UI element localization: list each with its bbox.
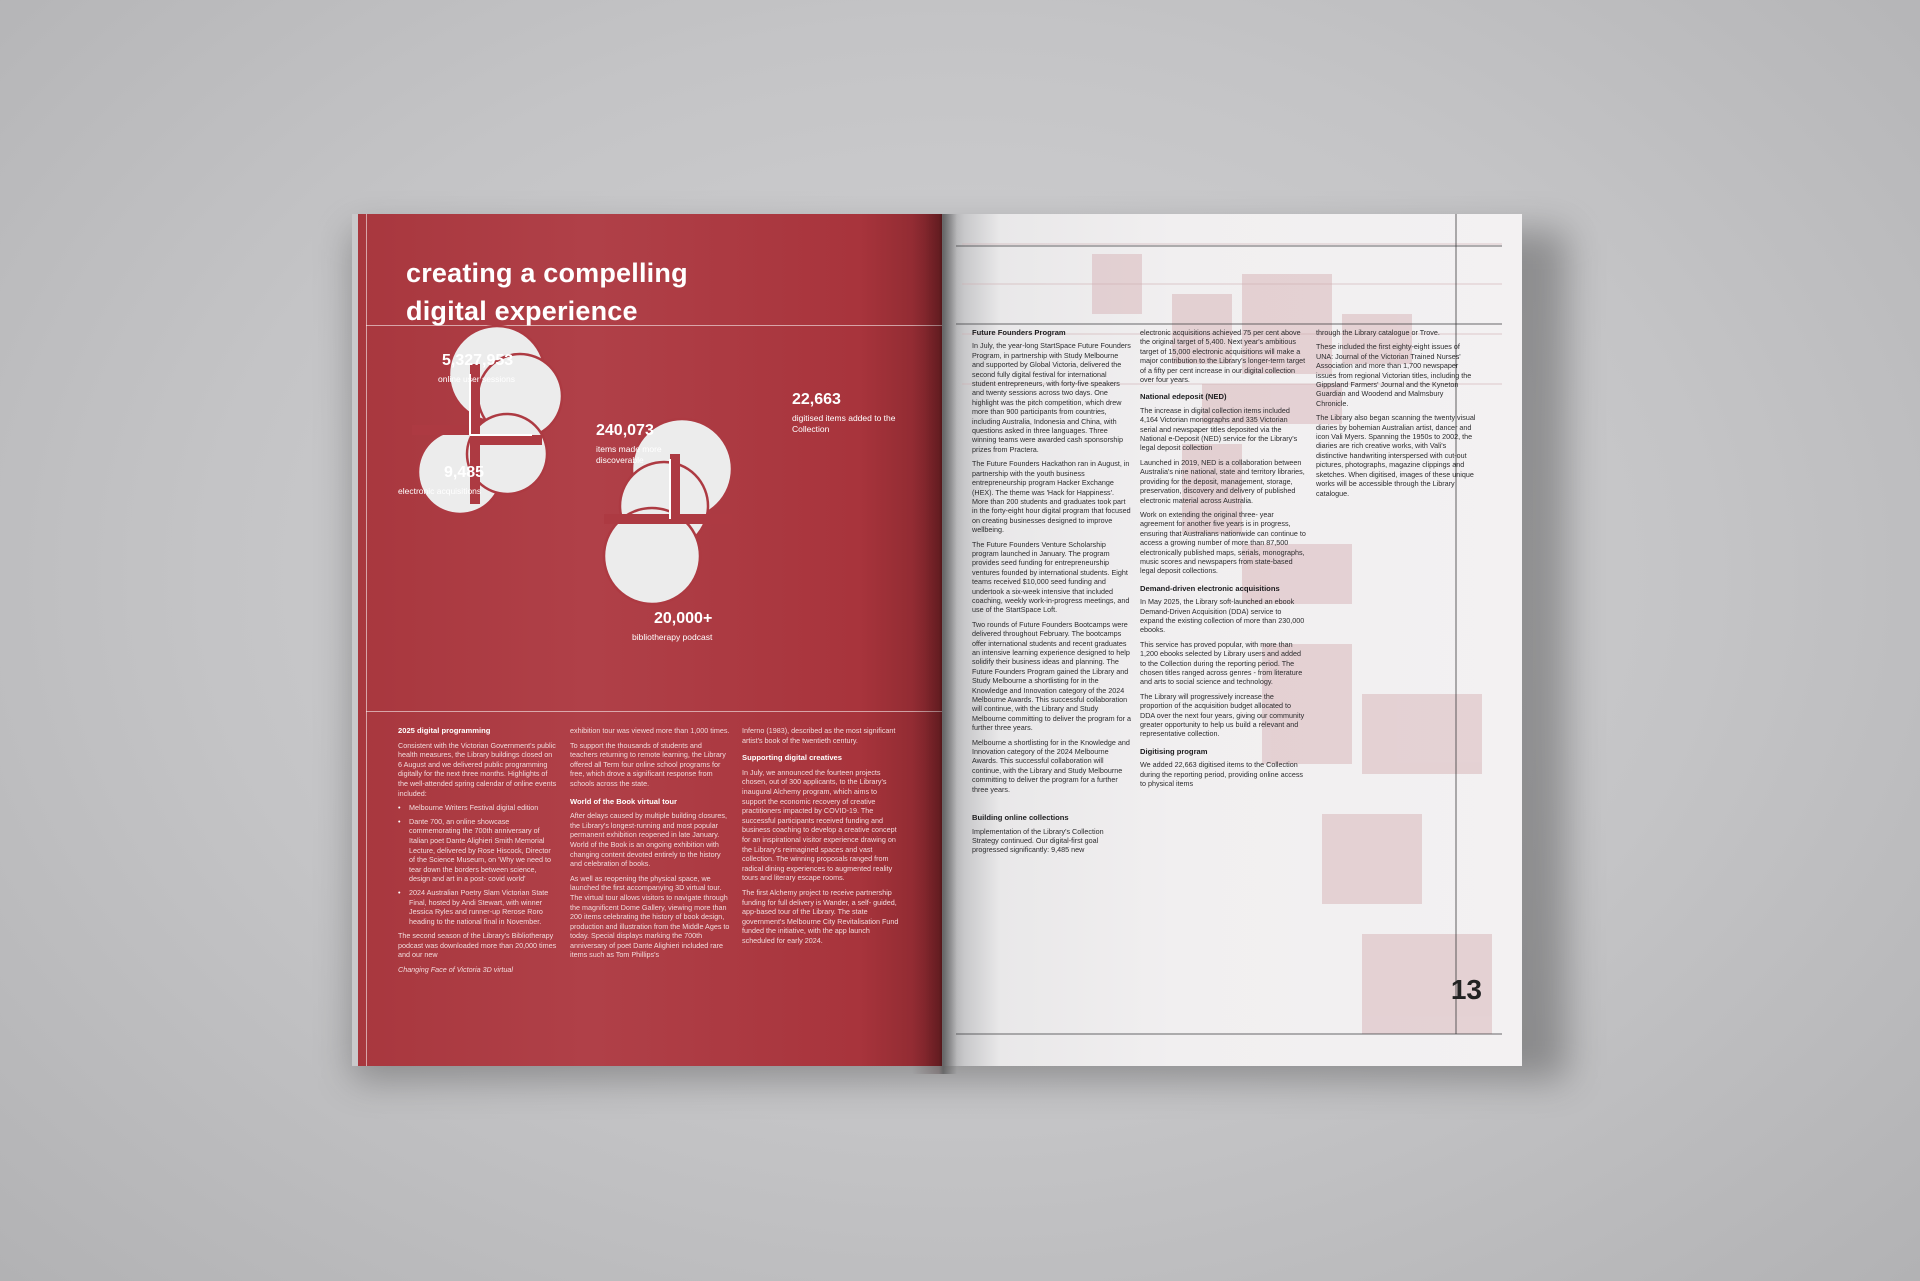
paragraph: The first Alchemy project to receive partnership funding for full delivery is Wander, a self- guided, app-based tour of the Library. The state government's Melbourne City Revitalisation Fund funded the initiative, with the app launch scheduled for early 2024.	[742, 887, 899, 945]
paragraph: exhibition tour was viewed more than 1,000 times.	[570, 726, 730, 735]
heading-world-of-the-book: World of the Book virtual tour	[570, 796, 678, 806]
left-column-1	[398, 726, 558, 980]
paragraph: The Future Founders Hackathon ran in August, in partnership with the youth business entrepreneurship program Hacker Exchange (HEX). The theme was 'Hack for Happiness'. More than 200 students and graduates took part in the forty-eight hour digital program that focused on creating businesses designed to improve wellbeing.	[972, 459, 1131, 535]
paragraph: This service has proved popular, with more than 1,200 ebooks selected by Library users and added to the Collection during the reporting period. The chosen titles ranged across genres - from literature and arts to social science and technology.	[1140, 639, 1303, 687]
paragraph: Consistent with the Victorian Government's public health measures, the Library buildings closed on 6 August and we delivered public programming digitally for the next three months. Highlights of the well-attended spring calendar of online events included:	[398, 740, 557, 798]
paragraph: The increase in digital collection items included 4,164 Victorian monographs and 335 Victorian serial and newspaper titles deposited via the National e-Deposit (NED) service for the Library's legal deposit collection	[1140, 405, 1298, 453]
stat-value-sessions: 5,327,953	[442, 352, 514, 369]
events-list	[398, 803, 558, 926]
paragraph: Work on extending the original three- year agreement for another five years is in progress, ensuring that Australians nationwide can continue to access a growing number of more than 87,500 electronically published maps, serials, monographs, music scores and newspapers from state-based legal deposit collections.	[1140, 509, 1306, 576]
stat-shape-cut	[680, 514, 732, 524]
paragraph: Melbourne a shortlisting for in the Knowledge and Innovation category of the 2024 Melbourne Awards. This successful collaboration will continue, with the Library and Study Melbourne committing to deliver the program for a further three years.	[972, 737, 1130, 794]
left-column-3	[742, 726, 902, 950]
heading-future-founders: Future Founders Program	[972, 328, 1066, 337]
paragraph: In July, the year-long StartSpace Future Founders Program, in partnership with Study Melbourne and supported by Global Victoria, delivered the second fully digital festival for international student entrepreneurs, with forty-five speakers and twenty sessions across two days. One highlight was the pitch competition, which drew more than 900 participants from countries, including Australia, Indonesia and China, with questions asked in three languages. Three winning teams were awarded cash sponsorship prizes from Practera.	[972, 341, 1131, 454]
paragraph: Launched in 2019, NED is a collaboration between Australia's nine national, state and territory libraries, providing for the deposit, management, storage, preservation, discovery and delivery of published electronic material across Australia.	[1140, 457, 1305, 505]
paragraph: In July, we announced the fourteen projects chosen, out of 300 applicants, to the Library's inaugural Alchemy program, which aims to support the economic recovery of creative practitioners impacted by COVID-19. The successful participants received funding and business coaching to develop a creative concept for an inspirational visitor experience drawing on the Library's reimagined spaces and vast collection. The winning proposals ranged from radical dining experiences to augmented reality tours and literary escape rooms.	[742, 767, 897, 883]
list-item: • 2024 Australian Poetry Slam Victorian State Final, hosted by Andi Stewart, with winner Jessica Ryles and runner-up Rerose Roro heading to the national final in November.	[398, 888, 558, 926]
stat-label-digitised: digitised items added to the Collection	[792, 413, 896, 434]
paragraph: The Library will progressively increase the proportion of the acquisition budget allocated to DDA over the next four years, giving our community greater opportunity to help us build a relevant and representative collection.	[1140, 691, 1305, 739]
spacer	[972, 799, 1132, 813]
paragraph: The second season of the Library's Bibliotherapy podcast was downloaded more than 20,000 times and our new	[398, 931, 557, 960]
heading-digital-programming: 2025 digital programming	[398, 726, 491, 735]
paragraph: We added 22,663 digitised items to the Collection during the reporting period, providing online access to physical items	[1140, 760, 1304, 789]
paragraph: After delays caused by multiple building closures, the Library's longest-running and most popular permanent exhibition reopened in late January. World of the Book is an ongoing exhibition with changing content devoted entirely to the history and celebration of books.	[570, 811, 728, 869]
stat-label-discoverable: items made more discoverable	[596, 444, 662, 465]
paragraph: The Future Founders Venture Scholarship program launched in January. The program provides seed funding for entrepreneurship ventures founded by international students. Eight teams received $10,000 seed funding and undertook a six-week intensive that included coaching, weekly work-in-progress meetings, and use of the StartSpace Loft.	[972, 539, 1130, 615]
stat-value-podcast: 20,000+	[654, 610, 713, 627]
list-item: • Dante 700, an online showcase commemorating the 700th anniversary of Italian poet Dante Alighieri Smith Memorial Lecture, delivered by Rose Hiscock, Director of the Science Museum, on 'Why we need to tear down the borders between science, design and art in a post- covid world'	[398, 817, 558, 884]
texture-block	[1322, 814, 1422, 904]
paragraph: electronic acquisitions achieved 75 per cent above the original target of 5,400. Next year's ambitious target of 15,000 electronic acquisitions will make a major contribution to the Library's longer-term target of a fifty per cent increase in our digital collection over four years.	[1140, 328, 1306, 385]
texture-block	[1362, 694, 1482, 774]
magazine-spread	[352, 214, 1567, 1074]
right-column-1	[972, 328, 1132, 860]
stat-value-acquisitions: 9,485	[444, 464, 485, 481]
heading-demand-driven: Demand-driven electronic acquisitions	[1140, 583, 1280, 593]
right-page	[942, 214, 1522, 1066]
heading-national-edeposit: National edeposit (NED)	[1140, 392, 1227, 402]
heading-digital-creatives: Supporting digital creatives	[742, 753, 843, 763]
paragraph: As well as reopening the physical space, we launched the first accompanying 3D virtual tour. The virtual tour allows visitors to navigate through the magnificent Dome Gallery, viewing more than 200 items celebrating the history of book design, production and illustration from the Middle Ages to today. Special displays marking the 700th anniversary of poet Dante Alighieri included rare items such as Tom Phillips's	[570, 873, 730, 960]
stat-value-digitised: 22,663	[792, 391, 841, 408]
left-page	[352, 214, 948, 1066]
right-column-3	[1316, 328, 1476, 503]
paragraph: The Library also began scanning the twenty visual diaries by bohemian Australian artist, dancer and icon Vali Myers. Spanning the 1950s to 2002, the diaries are rich creative works, with Vali's distinctive handwriting interspersed with cut-out pictures, photographs, magazine clippings and sketches. When digitised, images of these unique works will be accessible through the Library catalogue.	[1316, 413, 1476, 498]
paragraph: In May 2025, the Library soft-launched an ebook Demand-Driven Acquisition (DDA) service to expand the existing collection of more than 230,000 ebooks.	[1140, 597, 1305, 635]
left-column-2	[570, 726, 730, 965]
paragraph: Inferno (1983), described as the most significant artist's book of the twentieth century.	[742, 726, 896, 745]
paragraph: To support the thousands of students and teachers returning to remote learning, the Library offered all Term four online school programs for free, which drove a significant response from schools across the state.	[570, 740, 726, 788]
stat-label-acquisitions: electronic acquisitions	[398, 486, 482, 496]
paragraph: through the Library catalogue or Trove.	[1316, 328, 1440, 337]
paragraph: Changing Face of Victoria 3D virtual	[398, 965, 513, 975]
paragraph: Implementation of the Library's Collection Strategy continued. Our digital-first goal progressed significantly: 9,485 new	[972, 826, 1104, 855]
paragraph: These included the first eighty-eight issues of UNA: Journal of the Victorian Trained Nurses' Association and more than 1,700 newspaper issues from regional Victorian titles, including the Gippsland Farmers' Journal and the Kyneton Guardian and Woodend and Malmsbury Chronicle.	[1316, 342, 1472, 408]
spine-gutter-shadow	[912, 214, 972, 1074]
list-item: • Melbourne Writers Festival digital edition	[398, 803, 558, 813]
title-line-1: creating a compelling	[406, 258, 688, 288]
right-column-2	[1140, 328, 1306, 793]
paragraph: Two rounds of Future Founders Bootcamps were delivered throughout February. The bootcamps offer international students and recent graduates an intensive learning experience designed to help solidify their business ideas and planning. The Future Founders Program gained the Library and Study Melbourne a shortlisting for in the Knowledge and Innovation category of the 2024 Melbourne Awards. This successful collaboration will continue, with the Library and Study Melbourne committing to deliver the program for a further three years.	[972, 619, 1131, 733]
stat-label-podcast: bibliotherapy podcast	[632, 632, 713, 642]
heading-building-online-collections: Building online collections	[972, 813, 1069, 823]
page-number: 13	[1450, 974, 1482, 1005]
title-line-2: digital experience	[406, 296, 638, 326]
stat-value-discoverable: 240,073	[596, 422, 654, 439]
heading-digitising-program: Digitising program	[1140, 746, 1208, 756]
stat-label-sessions: online user sessions	[438, 374, 516, 384]
